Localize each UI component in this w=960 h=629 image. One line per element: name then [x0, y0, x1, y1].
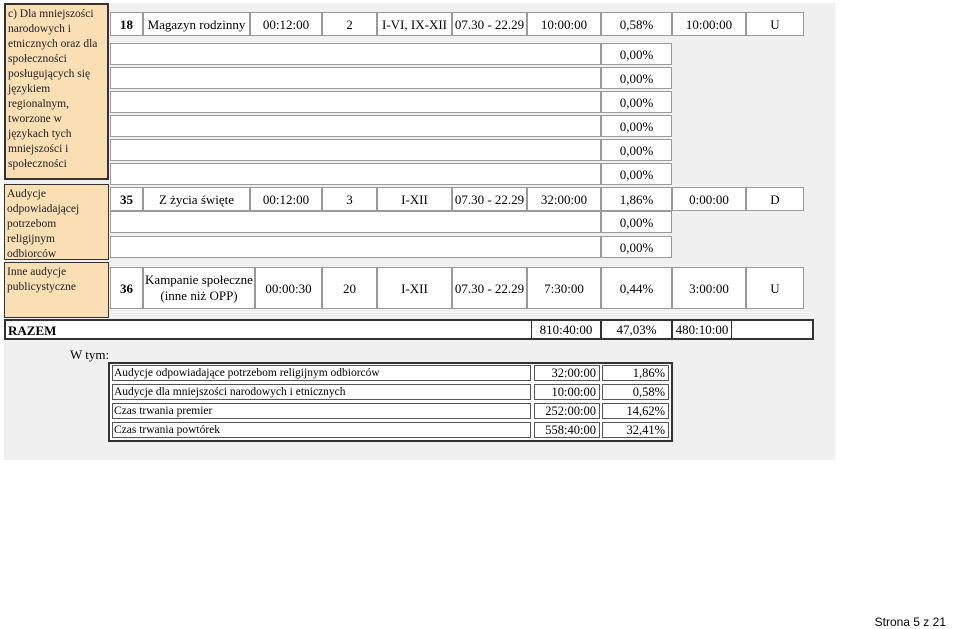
total-time: 32:00:00 — [527, 187, 601, 211]
percent: 0,00% — [601, 163, 672, 185]
breakdown-row — [110, 383, 671, 402]
breakdown-percent: 1,86% — [602, 365, 669, 381]
percent: 0,00% — [601, 236, 672, 258]
percent: 0,00% — [601, 91, 672, 113]
page-number: Strona 5 z 21 — [874, 615, 946, 629]
hours: 07.30 - 22.29 — [452, 12, 527, 36]
totals-premiere: 480:10:00 — [672, 320, 732, 339]
total-time: 10:00:00 — [527, 12, 601, 36]
category-other-journalism: Inne audycje publicystyczne — [4, 262, 109, 318]
breakdown-row — [110, 402, 671, 421]
row-number: 35 — [110, 187, 143, 211]
category-minorities: c) Dla mniejszości narodowych i etnicznych oraz dla społeczności posługujących się językiem regionalnym, tworzone w językach tych mniejszości i społeczności — [4, 3, 109, 180]
percent: 0,00% — [601, 211, 672, 233]
percent: 0,00% — [601, 139, 672, 161]
type: U — [746, 12, 804, 36]
category-religious: Audycje odpowiadającej potrzebom religijnym odbiorców — [4, 184, 109, 260]
empty-row — [110, 67, 601, 89]
breakdown-row — [110, 364, 671, 383]
percent: 0,00% — [601, 43, 672, 65]
breakdown-desc: Czas trwania premier — [112, 403, 531, 419]
empty-row — [110, 43, 601, 65]
total-time: 7:30:00 — [527, 267, 601, 309]
breakdown-desc: Audycje odpowiadające potrzebom religijnym odbiorców — [112, 365, 531, 381]
breakdown-percent: 32,41% — [602, 422, 669, 438]
empty-row — [110, 236, 601, 258]
type: U — [746, 267, 804, 309]
months: I-XII — [377, 267, 452, 309]
duration: 00:00:30 — [255, 267, 322, 309]
empty-row — [110, 139, 601, 161]
hours: 07.30 - 22.29 — [452, 187, 527, 211]
totals-percent: 47,03% — [601, 320, 672, 339]
row-number: 18 — [110, 12, 143, 36]
row-number: 36 — [110, 267, 143, 309]
empty-row — [110, 115, 601, 137]
months: I-VI, IX-XII — [377, 12, 452, 36]
count: 3 — [322, 187, 377, 211]
empty-row — [110, 163, 601, 185]
breakdown-time: 558:40:00 — [534, 422, 600, 438]
duration: 00:12:00 — [250, 12, 322, 36]
empty-row — [110, 91, 601, 113]
program-name: Z życia święte — [143, 187, 250, 211]
percent: 0,00% — [601, 67, 672, 89]
breakdown-time: 252:00:00 — [534, 403, 600, 419]
breakdown-time: 32:00:00 — [534, 365, 600, 381]
percent: 0,00% — [601, 115, 672, 137]
premiere-time: 10:00:00 — [672, 12, 746, 36]
duration: 00:12:00 — [250, 187, 322, 211]
totals-label: RAZEM — [8, 323, 57, 338]
breakdown-desc: Czas trwania powtórek — [112, 422, 531, 438]
premiere-time: 3:00:00 — [672, 267, 746, 309]
percent: 1,86% — [601, 187, 672, 211]
breakdown-label: W tym: — [70, 347, 110, 362]
count: 20 — [322, 267, 377, 309]
breakdown-row — [110, 421, 671, 440]
totals-time: 810:40:00 — [531, 320, 601, 339]
percent: 0,58% — [601, 12, 672, 36]
breakdown-table — [108, 362, 673, 442]
empty-row — [110, 211, 601, 233]
breakdown-percent: 0,58% — [602, 384, 669, 400]
percent: 0,44% — [601, 267, 672, 309]
count: 2 — [322, 12, 377, 36]
breakdown-percent: 14,62% — [602, 403, 669, 419]
months: I-XII — [377, 187, 452, 211]
premiere-time: 0:00:00 — [672, 187, 746, 211]
type: D — [746, 187, 804, 211]
breakdown-desc: Audycje dla mniejszości narodowych i etnicznych — [112, 384, 531, 400]
program-name: Kampanie społeczne (inne niż OPP) — [143, 267, 255, 309]
hours: 07.30 - 22.29 — [452, 267, 527, 309]
program-name: Magazyn rodzinny — [143, 12, 250, 36]
breakdown-time: 10:00:00 — [534, 384, 600, 400]
